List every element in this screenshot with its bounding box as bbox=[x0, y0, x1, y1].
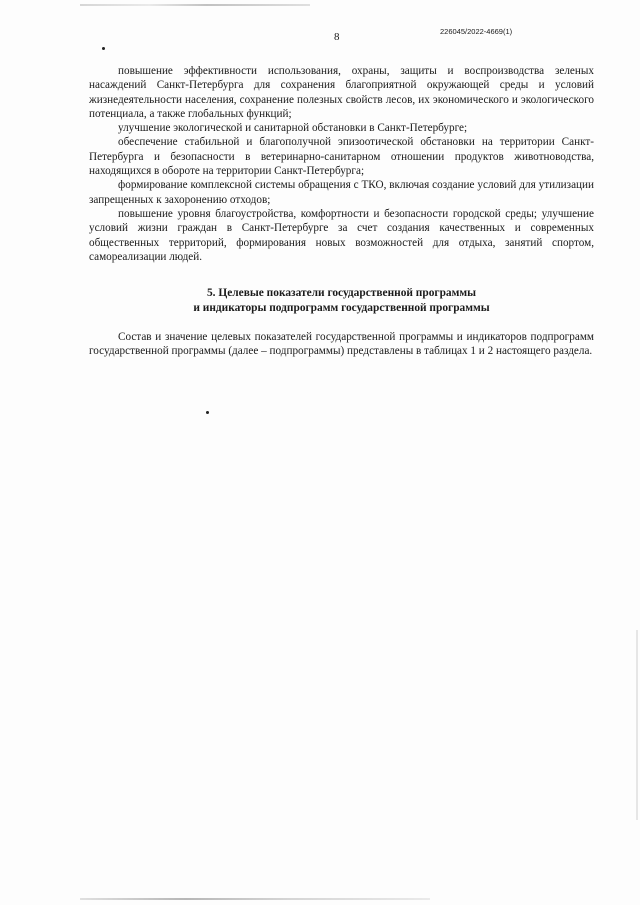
scan-artifact-bottom bbox=[80, 898, 430, 900]
paragraph: повышение уровня благоустройства, комфортности и безопасности городской среды; улучшение условий жизни граждан в Санкт-Петербурге за счет создания качественных и современных общественных территорий, формирования новых возможностей для отдыха, занятий спортом, самореализации людей. bbox=[89, 207, 594, 263]
paragraph: повышение эффективности использования, охраны, защиты и воспроизводства зеленых насаждений Санкт-Петербурга для сохранения благоприятной окружающей среды и условий жизнедеятельности населения, сохранение полезных свойств лесов, их экономического и экологического потенциала, а также глобальных функций; bbox=[89, 65, 594, 120]
paragraph: формирование комплексной системы обращения с ТКО, включая создание условий для утилизации запрещенных к захоронению отходов; bbox=[89, 179, 594, 206]
document-id: 226045/2022-4669(1) bbox=[440, 27, 513, 36]
speck-mark bbox=[102, 47, 105, 50]
scan-artifact-right bbox=[636, 630, 638, 820]
section-title-line: 5. Целевые показатели государственной программы bbox=[206, 287, 477, 299]
section-title-line: и индикаторы подпрограмм государственной программы bbox=[193, 301, 490, 314]
section-body bbox=[89, 330, 594, 359]
section-heading bbox=[89, 286, 594, 315]
paragraph: Состав и значение целевых показателей государственной программы и индикаторов подпрограмм государственной программы (далее – подпрограммы) представлены в таблицах 1 и 2 настоящего раздела. bbox=[89, 331, 594, 358]
scan-artifact-top bbox=[80, 4, 310, 6]
paragraph: обеспечение стабильной и благополучной эпизоотической обстановки на территории Санкт-Петербурга и безопасности в ветеринарно-санитарном отношении продуктов животноводства, находящихся в обороте на территории Санкт-Петербурга; bbox=[89, 136, 594, 178]
paragraph: улучшение экологической и санитарной обстановки в Санкт-Петербурге; bbox=[118, 122, 468, 135]
speck-mark bbox=[206, 411, 209, 414]
page-number: 8 bbox=[334, 31, 340, 43]
goals-list bbox=[89, 64, 594, 264]
